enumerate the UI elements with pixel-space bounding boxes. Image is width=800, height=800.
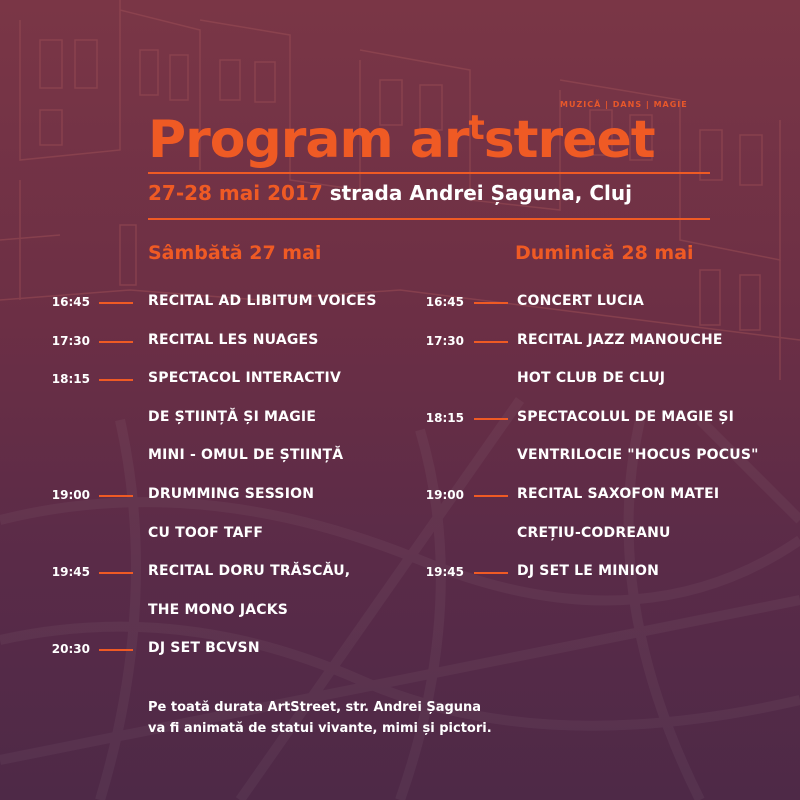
sunday-event: RECITAL JAZZ MANOUCHE	[517, 331, 723, 348]
saturday-time: 20:30	[51, 642, 90, 657]
sunday-time: 19:45	[425, 565, 464, 580]
saturday-time-tick	[99, 379, 133, 381]
saturday-time-tick	[99, 341, 133, 343]
saturday-time-tick	[99, 302, 133, 304]
page-title	[148, 98, 655, 170]
sunday-heading: Duminică 28 mai	[515, 242, 694, 264]
sunday-event: VENTRILOCIE "HOCUS POCUS"	[517, 447, 759, 464]
title-t-raised: t	[468, 108, 484, 148]
sunday-event: CONCERT LUCIA	[517, 293, 645, 309]
saturday-time: 17:30	[51, 333, 90, 348]
saturday-event: DJ SET BCVSN	[148, 640, 260, 657]
event-location: strada Andrei Șaguna, Cluj	[329, 181, 632, 205]
saturday-event: RECITAL AD LIBITUM VOICES	[148, 293, 377, 309]
sunday-time-tick	[474, 341, 508, 343]
saturday-heading: Sâmbătă 27 mai	[148, 242, 322, 264]
event-date: 27-28 mai 2017	[148, 181, 323, 205]
event-dateline	[148, 181, 632, 205]
saturday-event: RECITAL LES NUAGES	[148, 331, 319, 348]
saturday-time-tick	[99, 649, 133, 651]
saturday-time: 19:45	[51, 565, 90, 580]
sunday-event: RECITAL SAXOFON MATEI	[517, 486, 720, 502]
saturday-time: 18:15	[51, 372, 90, 387]
saturday-event: MINI - OMUL DE ȘTIINȚĂ	[148, 447, 344, 464]
footer-note	[148, 697, 492, 739]
title-part2: stree	[483, 110, 631, 170]
title-part1: Program ar	[148, 110, 469, 170]
sunday-event: DJ SET LE MINION	[517, 563, 660, 580]
saturday-event: DRUMMING SESSION	[148, 486, 315, 502]
saturday-time: 16:45	[51, 295, 90, 309]
saturday-event: DE ȘTIINȚĂ ȘI MAGIE	[148, 408, 317, 425]
sunday-time: 19:00	[425, 488, 464, 502]
tagline: MUZICĂ | DANS | MAGIE	[560, 100, 688, 109]
footer-line-2: va fi animată de statui vivante, mimi și pictori.	[148, 721, 492, 736]
saturday-event: THE MONO JACKS	[148, 601, 289, 618]
date-divider	[148, 218, 710, 220]
sunday-time: 18:15	[425, 410, 464, 425]
sunday-event: CREȚIU-CODREANU	[517, 524, 671, 541]
sunday-time: 17:30	[425, 333, 464, 348]
sunday-event: HOT CLUB DE CLUJ	[517, 370, 666, 387]
sunday-time-tick	[474, 302, 508, 304]
sunday-time-tick	[474, 572, 508, 574]
saturday-time-tick	[99, 572, 133, 574]
sunday-event: SPECTACOLUL DE MAGIE ȘI	[517, 408, 735, 425]
title-divider	[148, 172, 710, 174]
saturday-event: SPECTACOL INTERACTIV	[148, 370, 341, 387]
sunday-time-tick	[474, 495, 508, 497]
saturday-time-tick	[99, 495, 133, 497]
sunday-time: 16:45	[425, 295, 464, 309]
saturday-time: 19:00	[51, 488, 90, 502]
sunday-time-tick	[474, 418, 508, 420]
saturday-event: RECITAL DORU TRĂSCĂU,	[148, 563, 351, 580]
saturday-event: CU TOOF TAFF	[148, 524, 264, 541]
footer-line-1: Pe toată durata ArtStreet, str. Andrei Șaguna	[148, 700, 482, 715]
title-t-final: t	[630, 110, 655, 170]
